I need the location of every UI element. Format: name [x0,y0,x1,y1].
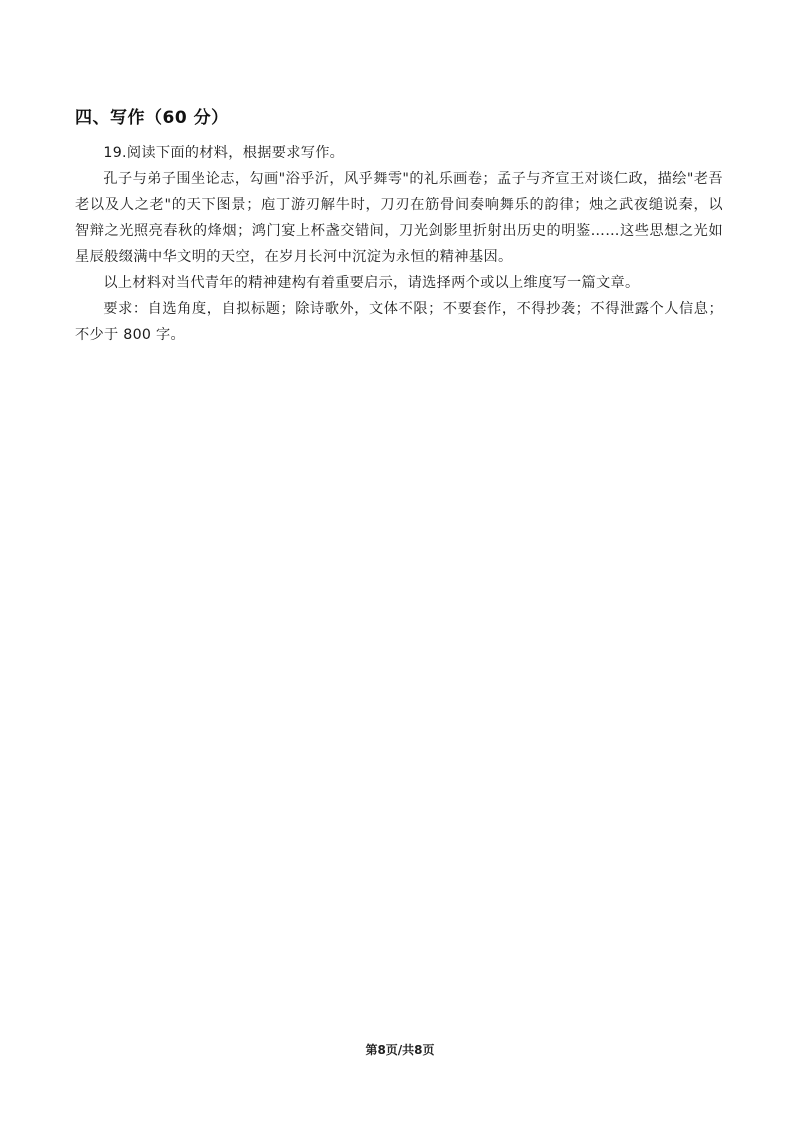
writing-task: 以上材料对当代青年的精神建构有着重要启示，请选择两个或以上维度写一篇文章。 [103,275,640,291]
question-content [75,140,723,348]
reading-material: 孔子与弟子围坐论志，勾画"浴乎沂，风乎舞雩"的礼乐画卷；孟子与齐宣王对谈仁政，描绘"老吾老以及人之老"的天下图景；庖丁游刃解牛时，刀刃在筋骨间奏响舞乐的韵律；烛之武夜缒说秦，以智辩之光照亮春秋的烽烟；鸿门宴上杯盏交错间，刀光剑影里折射出历史的明鉴……这些思想之光如星辰般缀满中华文明的天空，在岁月长河中沉淀为永恒的精神基因。 [75,171,723,265]
writing-requirements: 要求：自选角度，自拟标题；除诗歌外，文体不限；不要套作，不得抄袭；不得泄露个人信息；不少于 800 字。 [75,301,723,343]
page-number: 第8页/共8页 [365,1043,435,1057]
question-prompt: 19.阅读下面的材料，根据要求写作。 [103,145,345,161]
section-heading: 四、写作（60 分） [75,108,229,128]
